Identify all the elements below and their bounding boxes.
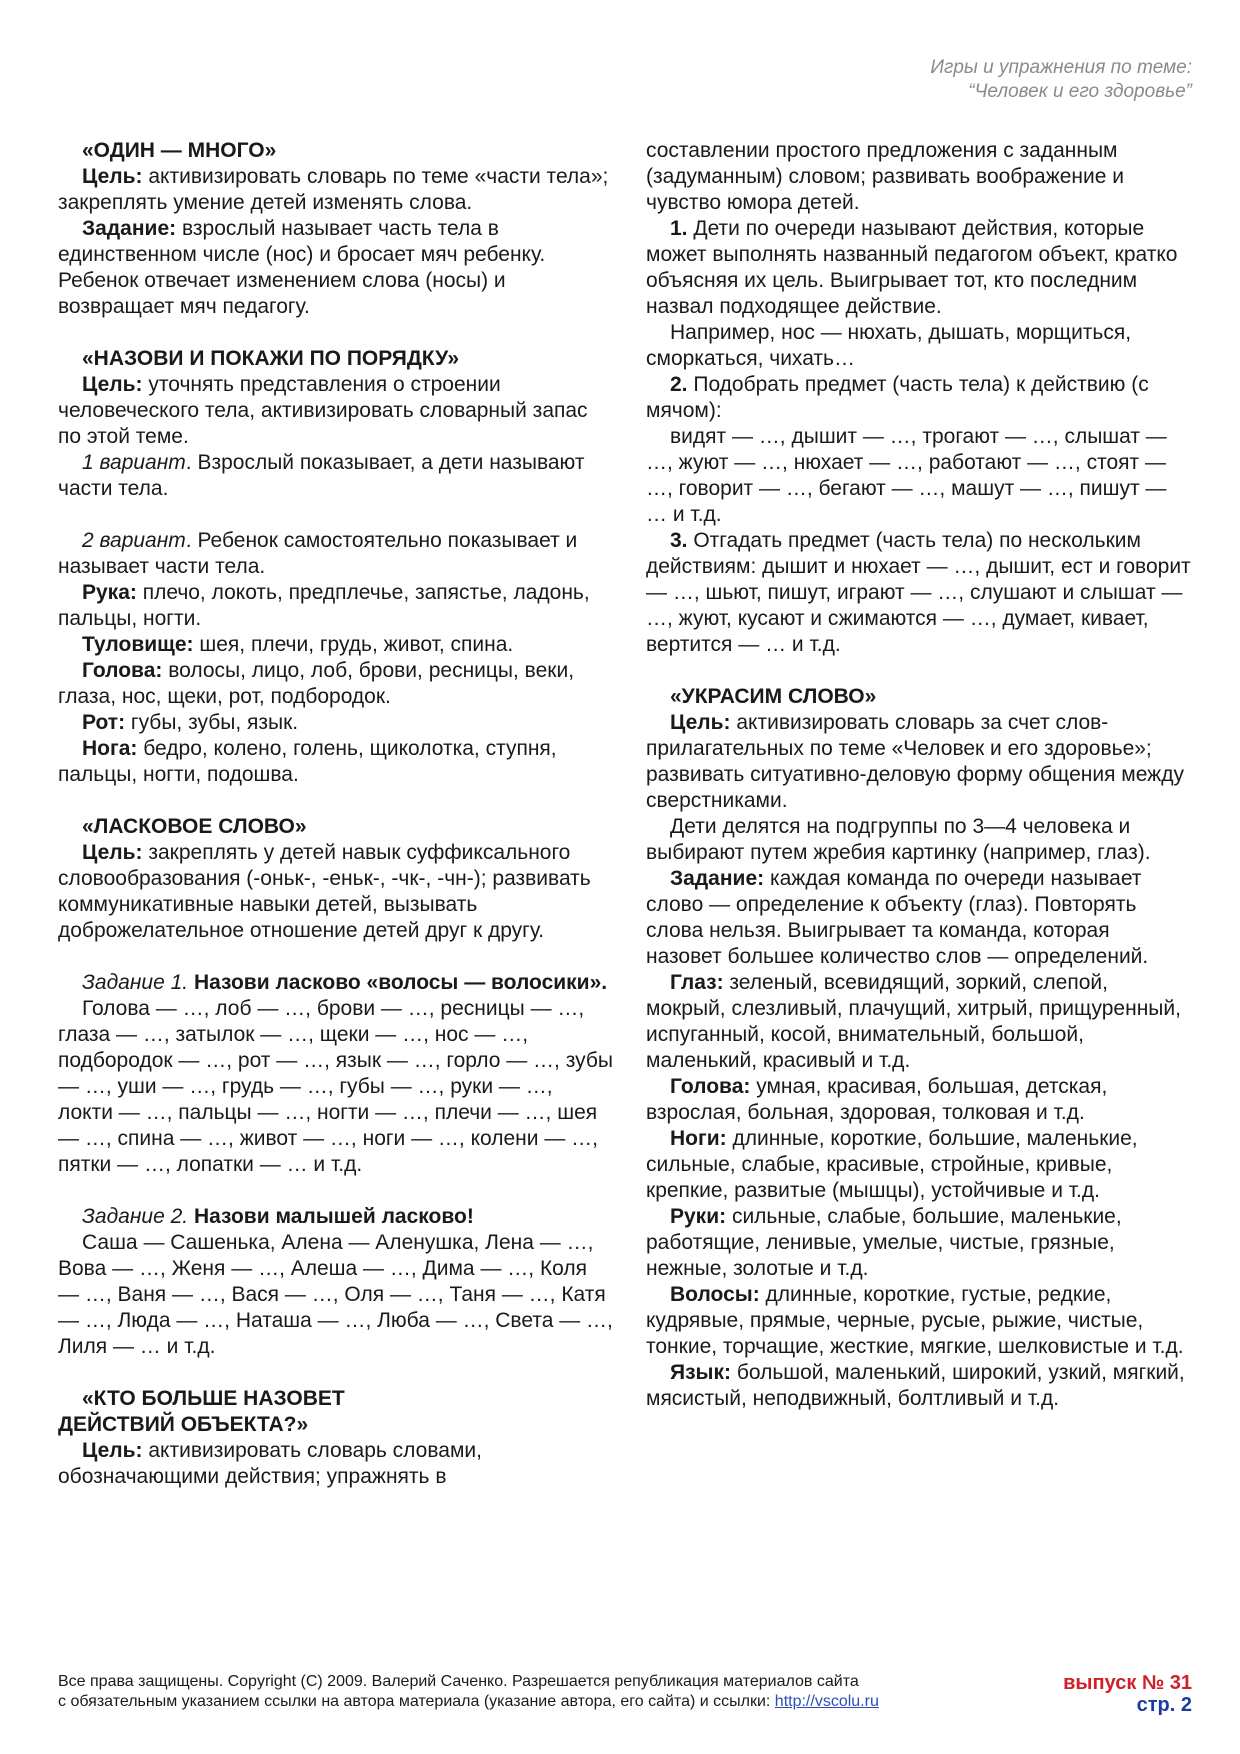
task-2-label: Задание 2.	[82, 1205, 189, 1228]
mouth-text: губы, зубы, язык.	[125, 711, 299, 734]
goal-label: Цель:	[82, 165, 143, 188]
variant-2-text: . Ребенок самостоятельно показывает и называет части тела.	[58, 529, 578, 578]
section-title-decorate-word: «УКРАСИМ СЛОВО»	[670, 685, 877, 708]
goal-paragraph	[58, 372, 613, 450]
task-1-title: Назови ласково «волосы — волосики».	[188, 971, 608, 994]
legs-paragraph	[646, 1126, 1191, 1204]
left-column	[58, 138, 613, 1490]
right-column	[646, 138, 1191, 1412]
goal-label: Цель:	[82, 841, 143, 864]
mouth-label: Рот:	[82, 711, 126, 734]
goal-paragraph	[58, 164, 613, 216]
rule-1-paragraph	[646, 216, 1191, 320]
tongue-label: Язык:	[670, 1361, 731, 1384]
rule-2-list: видят — …, дышит — …, трогают — …, слышат — …, жуют — …, нюхает — …, работают — …, стоят — …, говорит — …, бегают — …, машут — …, пишут — … и т.д.	[646, 425, 1167, 526]
head-paragraph	[646, 1074, 1191, 1126]
goal-text: активизировать словарь за счет слов-прилагательных по теме «Человек и его здоровье»; развивать ситуативно-деловую форму общения между сверстниками.	[646, 711, 1184, 812]
task-2-heading	[58, 1204, 613, 1230]
hair-text: длинные, короткие, густые, редкие, кудрявые, прямые, черные, русые, рыжие, чистые, тонкие, торчащие, жесткие, мягкие, шелковистые и т.д.	[646, 1283, 1184, 1358]
goal-label: Цель:	[82, 373, 143, 396]
torso-label: Туловище:	[82, 633, 194, 656]
goal-text: активизировать словарь по теме «части тела»; закреплять умение детей изменять слова.	[58, 165, 609, 214]
hands-text: сильные, слабые, большие, маленькие, работящие, ленивые, умелые, чистые, грязные, нежные, золотые и т.д.	[646, 1205, 1122, 1280]
goal-paragraph	[646, 710, 1191, 814]
copyright-footer	[58, 1672, 958, 1712]
site-link[interactable]: http://vscolu.ru	[774, 1693, 879, 1710]
rule-1-text: Дети по очереди называют действия, которые может выполнять названный педагогом объект, кратко объясняя их цель. Выигрывает тот, кто последним назвал подходящее действие.	[646, 217, 1178, 318]
hand-text: плечо, локоть, предплечье, запястье, ладонь, пальцы, ногти.	[58, 581, 590, 630]
torso-text: шея, плечи, грудь, живот, спина.	[193, 633, 514, 656]
hair-paragraph	[646, 1282, 1191, 1360]
continued-paragraph: составлении простого предложения с заданным (задуманным) словом; развивать воображение и чувство юмора детей.	[646, 139, 1124, 214]
variant-2-label: 2 вариант	[82, 529, 186, 552]
variant-2-paragraph	[58, 528, 613, 580]
section-title-who-names-more-2: ДЕЙСТВИЙ ОБЪЕКТА?»	[58, 1413, 309, 1436]
rule-1-number: 1.	[670, 217, 688, 240]
hand-paragraph	[58, 580, 613, 632]
head-text: умная, красивая, большая, детская, взрослая, больная, здоровая, толковая и т.д.	[646, 1075, 1108, 1124]
issue-info	[1063, 1672, 1192, 1716]
eye-text: зеленый, всевидящий, зоркий, слепой, мокрый, слезливый, плачущий, хитрый, прищуренный, испуганный, косой, внимательный, большой, маленький, красивый и т.д.	[646, 971, 1181, 1072]
copyright-line-2	[58, 1692, 958, 1712]
variant-1-paragraph	[58, 450, 613, 502]
rule-3-number: 3.	[670, 529, 688, 552]
eye-label: Глаз:	[670, 971, 724, 994]
groups-paragraph: Дети делятся на подгруппы по 3—4 человека и выбирают путем жребия картинку (например, глаз).	[646, 815, 1151, 864]
variant-1-label: 1 вариант	[82, 451, 186, 474]
section-title-tender-word: «ЛАСКОВОЕ СЛОВО»	[82, 815, 307, 838]
leg-paragraph	[58, 736, 613, 788]
rule-2-text: Подобрать предмет (часть тела) к действию (с мячом):	[646, 373, 1149, 422]
hands-paragraph	[646, 1204, 1191, 1282]
header-line-2: “Человек и его здоровье”	[968, 81, 1192, 102]
rule-2-paragraph	[646, 372, 1191, 424]
task-label: Задание:	[82, 217, 177, 240]
header-line-1: Игры и упражнения по теме:	[930, 57, 1192, 78]
rule-3-paragraph	[646, 528, 1191, 658]
head-label: Голова:	[670, 1075, 751, 1098]
copyright-line-1: Все права защищены. Copyright (C) 2009. Валерий Саченко. Разрешается републикация материалов сайта	[58, 1673, 859, 1690]
leg-label: Нога:	[82, 737, 138, 760]
task-1-text: Голова — …, лоб — …, брови — …, ресницы — …, глаза — …, затылок — …, щеки — …, нос — …, подбородок — …, рот — …, язык — …, горло — …, зубы — …, уши — …, грудь — …, губы — …, руки — …, локти — …, пальцы — …, ногти — …, плечи — …, шея — …, спина — …, живот — …, ноги — …, колени — …, пятки — …, лопатки — … и т.д.	[58, 997, 613, 1176]
variant-1-text: . Взрослый показывает, а дети называют части тела.	[58, 451, 585, 500]
task-2-text: Саша — Сашенька, Алена — Аленушка, Лена — …, Вова — …, Женя — …, Алеша — …, Дима — …, Коля — …, Ваня — …, Вася — …, Оля — …, Таня — …, Катя — …, Люда — …, Наташа — …, Люба — …, Света — …, Лиля — … и т.д.	[58, 1231, 613, 1358]
head-paragraph	[58, 658, 613, 710]
goal-text: уточнять представления о строении человеческого тела, активизировать словарный запас по этой теме.	[58, 373, 588, 448]
task-text: взрослый называет часть тела в единственном числе (нос) и бросает мяч ребенку. Ребенок отвечает изменением слова (носы) и возвращает мяч педагогу.	[58, 217, 546, 318]
eye-paragraph	[646, 970, 1191, 1074]
task-1-label: Задание 1.	[82, 971, 189, 994]
task-1-heading	[58, 970, 613, 996]
section-title-name-and-show: «НАЗОВИ И ПОКАЖИ ПО ПОРЯДКУ»	[82, 347, 460, 370]
torso-paragraph	[58, 632, 613, 658]
goal-text: активизировать словарь словами, обозначающими действия; упражнять в	[58, 1439, 482, 1488]
legs-label: Ноги:	[670, 1127, 727, 1150]
example-paragraph: Например, нос — нюхать, дышать, морщиться, сморкаться, чихать…	[646, 321, 1132, 370]
page-number: стр. 2	[1136, 1694, 1192, 1716]
goal-label: Цель:	[82, 1439, 143, 1462]
head-label: Голова:	[82, 659, 163, 682]
task-2-title: Назови малышей ласково!	[188, 1205, 474, 1228]
running-header	[632, 56, 1192, 104]
tongue-paragraph	[646, 1360, 1191, 1412]
hair-label: Волосы:	[670, 1283, 760, 1306]
goal-label: Цель:	[670, 711, 731, 734]
rule-3-text: Отгадать предмет (часть тела) по нескольким действиям: дышит и нюхает — …, дышит, ест и говорит — …, шьют, пишут, играют — …, слушают и слышат — …, жуют, кусают и сжимаются — …, думает, кивает, вертится — … и т.д.	[646, 529, 1191, 656]
task-paragraph	[58, 216, 613, 320]
mouth-paragraph	[58, 710, 613, 736]
goal-paragraph	[58, 1438, 613, 1490]
task-paragraph	[646, 866, 1191, 970]
task-text: каждая команда по очереди называет слово — определение к объекту (глаз). Повторять слова нельзя. Выигрывает та команда, которая назовет большее количество слов — определений.	[646, 867, 1149, 968]
head-text: волосы, лицо, лоб, брови, ресницы, веки, глаза, нос, щеки, рот, подбородок.	[58, 659, 575, 708]
leg-text: бедро, колено, голень, щиколотка, ступня, пальцы, ногти, подошва.	[58, 737, 557, 786]
section-title-one-many: «ОДИН — МНОГО»	[82, 139, 277, 162]
goal-paragraph	[58, 840, 613, 944]
hands-label: Руки:	[670, 1205, 727, 1228]
section-title-who-names-more-1: «КТО БОЛЬШЕ НАЗОВЕТ	[82, 1387, 345, 1410]
tongue-text: большой, маленький, широкий, узкий, мягкий, мясистый, неподвижный, болтливый и т.д.	[646, 1361, 1185, 1410]
task-label: Задание:	[670, 867, 765, 890]
copyright-line-2-text: с обязательным указанием ссылки на автора материала (указание автора, его сайта) и ссылки:	[58, 1693, 775, 1710]
rule-2-number: 2.	[670, 373, 688, 396]
issue-number: выпуск № 31	[1063, 1672, 1192, 1694]
hand-label: Рука:	[82, 581, 137, 604]
goal-text: закреплять у детей навык суффиксального словообразования (-оньк-, -еньк-, -чк-, -чн-); развивать коммуникативные навыки детей, вызывать доброжелательное отношение детей друг к другу.	[58, 841, 591, 942]
legs-text: длинные, короткие, большие, маленькие, сильные, слабые, красивые, стройные, кривые, крепкие, развитые (мышцы), устойчивые и т.д.	[646, 1127, 1138, 1202]
